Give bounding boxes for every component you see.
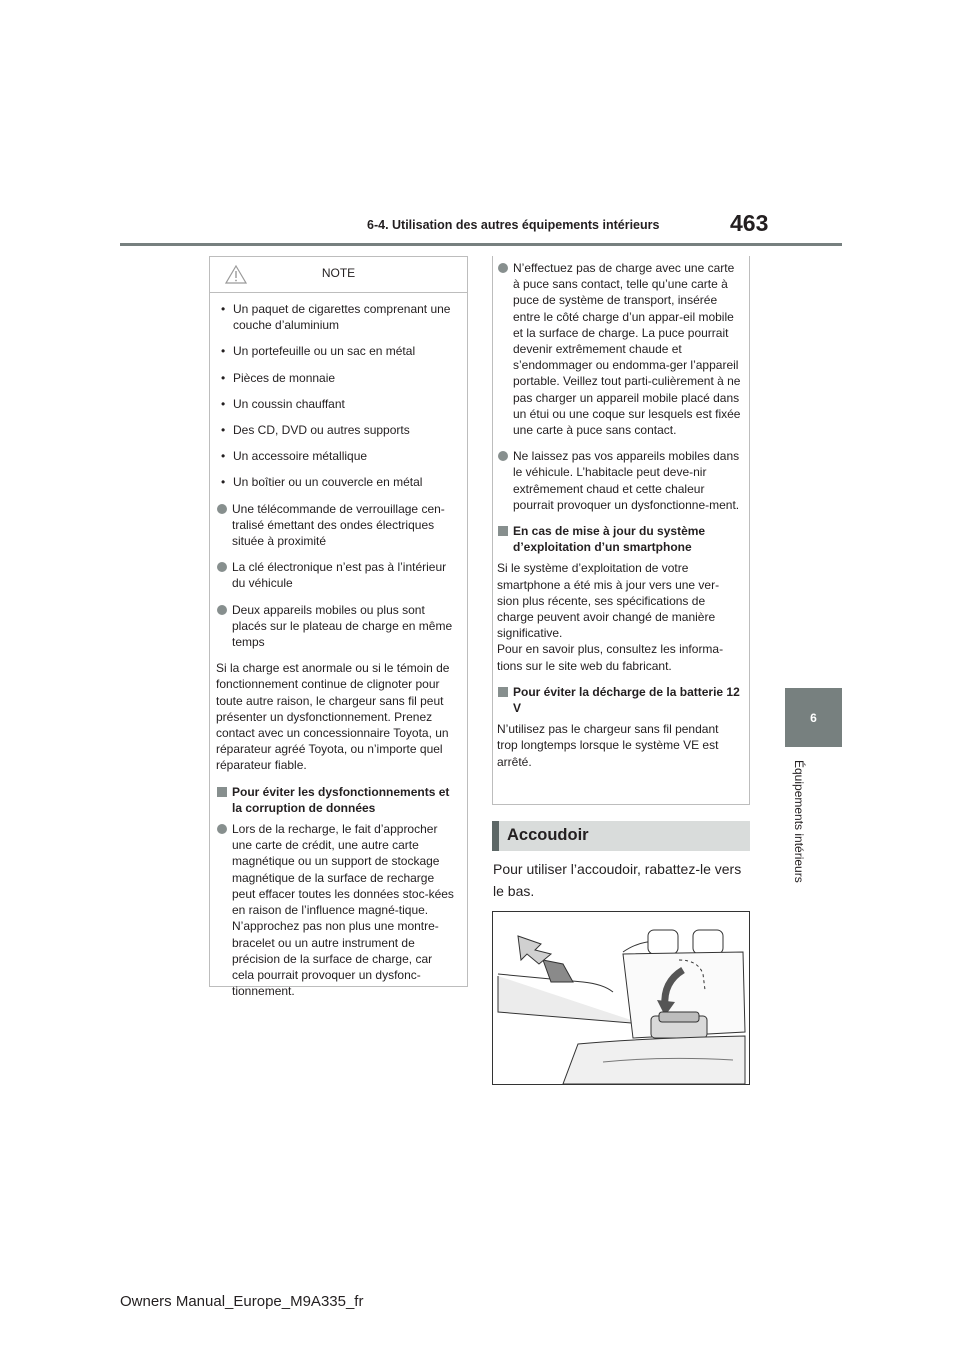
note-box <box>209 256 468 999</box>
note-dash-item: • Pièces de monnaie <box>216 370 457 386</box>
footer-doc-id: Owners Manual_Europe_M9A335_fr <box>120 1293 364 1310</box>
header-rule <box>120 243 842 246</box>
note-bullet-item: Une télécommande de verrouillage cen-tralisé émettant des ondes électriques située à proximité <box>216 501 457 550</box>
note-bullet-item: La clé électronique n’est pas à l’intérieur du véhicule <box>216 559 457 591</box>
note-bullet-item: Lors de la recharge, le fait d’approcher une carte de crédit, une autre carte magnétique ou un support de stockage magnétique de la surface de recharge peut effacer toutes les données stoc-kées en raison de l’influence magné-tique. N’approchez pas non plus une montre-bracelet ou un autre instrument de précision de la surface de charge, car cela pourrait provoquer un dysfonc-tionnement. <box>216 821 457 999</box>
note-subheading: Pour éviter les dysfonctionnements et la corruption de données <box>216 784 457 816</box>
armrest-drawing <box>493 912 749 1084</box>
note-dash-item: • Un coussin chauffant <box>216 396 457 412</box>
chapter-tab-number: 6 <box>810 710 817 725</box>
note-dash-item: • Un portefeuille ou un sac en métal <box>216 343 457 359</box>
note-bullet-item: Deux appareils mobiles ou plus sont placés sur le plateau de charge en même temps <box>216 602 457 651</box>
chapter-title: 6-4. Utilisation des autres équipements intérieurs <box>367 218 660 232</box>
chapter-side-label-text: Équipements intérieurs <box>792 760 806 883</box>
note-paragraph: Si le système d’exploitation de votre smartphone a été mis à jour vers une ver-sion plus récente, ses spécifications de charge peuvent avoir changé de manière significative. <box>497 561 720 641</box>
section-heading <box>492 821 750 851</box>
note-title: NOTE <box>321 266 356 280</box>
note-bullet-item: N’effectuez pas de charge avec une carte à puce sans contact, telle qu’une carte à puce de système de transport, insérée entre le côté charge d’un appar-eil mobile et la surface de charge. La puce pourrait devenir extrêmement chaude et s’endommager ou endomma-ger l’appareil portable. Veillez tout parti-culièrement à ne pas charger un appareil mobile placé dans un étui ou une coque sur lesquels est fixée une carte à puce sans contact. <box>497 260 741 438</box>
note-dash-item: • Des CD, DVD ou autres supports <box>216 422 457 438</box>
chapter-tab[interactable] <box>785 688 842 747</box>
note-continued-box <box>492 256 750 805</box>
section-title: Accoudoir <box>507 826 589 844</box>
note-subheading: Pour éviter la décharge de la batterie 12 V <box>497 684 741 716</box>
note-dash-item: • Un boîtier ou un couvercle en métal <box>216 474 457 490</box>
note-dash-item: • Un paquet de cigarettes comprenant une couche d’aluminium <box>216 301 457 333</box>
section-intro: Pour utiliser l’accoudoir, rabattez-le vers le bas. <box>493 861 742 899</box>
page-number: 463 <box>730 210 769 236</box>
note-bullet-item: Ne laissez pas vos appareils mobiles dans le véhicule. L’habitacle peut deve-nir extrêmement chaud et cette chaleur pourrait provoquer un dysfonctionne-ment. <box>497 448 741 513</box>
note-subheading: En cas de mise à jour du système d’exploitation d’un smartphone <box>497 523 741 555</box>
note-continued-column <box>492 256 750 805</box>
note-paragraph: Si la charge est anormale ou si le témoin de fonctionnement continue de clignoter pour toute autre raison, le chargeur sans fil peut présenter un dysfonctionnement. Prenez contact avec un concessionnaire Toyota, un réparateur agréé Toyota, ou n’importe quel réparateur fiable. <box>216 661 450 773</box>
note-dash-item: • Un accessoire métallique <box>216 448 457 464</box>
note-header <box>210 257 467 293</box>
note-paragraph: Pour en savoir plus, consultez les informa-tions sur le site web du fabricant. <box>497 642 724 673</box>
note-body <box>210 293 467 999</box>
armrest-illustration <box>492 911 750 1085</box>
note-paragraph: N’utilisez pas le chargeur sans fil pendant trop longtemps lorsque le système VE est arrêté. <box>497 722 719 769</box>
